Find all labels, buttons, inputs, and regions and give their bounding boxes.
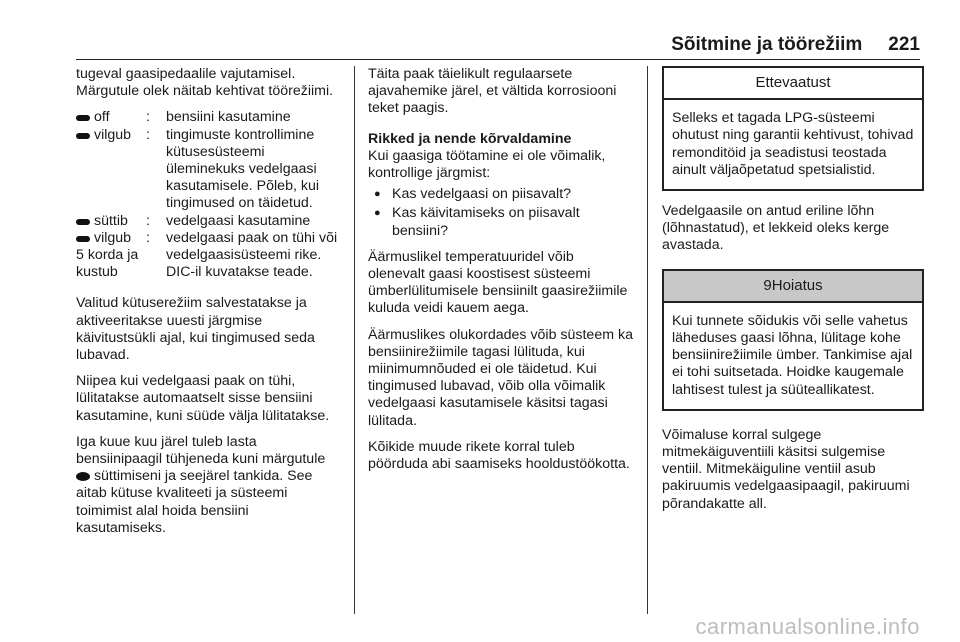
column-2 (368, 66, 634, 482)
indicator-key: off (76, 109, 146, 126)
warning-box (662, 269, 924, 411)
column-1 (76, 66, 342, 546)
indicator-table: off : bensiini kasutamine vilgub : tingimuste kontrollimine kütusesüsteemi üleminekuks vedelgaasi kasutamisele. Põleb, kui tingimused on täidetud. süttib : vedelgaasi kasutamine vilgub 5 korda ja kustub : vedelgaasi paak on tühi või vedelgaasisüsteemi rike. DIC-il kuvatakse teade. (76, 109, 342, 281)
paragraph: Iga kuue kuu järel tuleb lasta bensiinipaagil tühjeneda kuni märgutule süttimiseni ja seejärel tankida. See aitab kütuse kvaliteeti ja süsteemi toimimist alal hoida bensiini kasutamiseks. (76, 433, 326, 536)
warning-header (664, 271, 922, 303)
fuel-indicator-icon (76, 472, 90, 481)
column-3 (662, 66, 924, 522)
paragraph: Kui gaasiga töötamine ei ole võimalik, kontrollige järgmist: (368, 147, 606, 182)
paragraph: Äärmuslikel temperatuuridel võib olenevalt gaasi koostisest süsteemi ümberlülitumisele bensiinilt gaasirežiimile kuluda veidi kauem aega. (368, 248, 628, 317)
page-header (76, 26, 920, 60)
indicator-desc: vedelgaasi paak on tühi või vedelgaasisüsteemi rike. DIC-il kuvatakse teade. (166, 229, 338, 281)
section-heading: Rikked ja nende kõrvaldamine (368, 130, 572, 147)
indicator-lamp-icon (76, 236, 90, 242)
intro-paragraph: tugeval gaasipedaalile vajutamisel. Märgutule olek näitab kehtivat töörežiimi. (76, 66, 334, 100)
paragraph: Kõikide muude rikete korral tuleb pöörduda abi saamiseks hooldustöökotta. (368, 438, 630, 473)
indicator-lamp-icon (76, 115, 90, 121)
column-divider-2 (647, 66, 648, 614)
caution-body: Selleks et tagada LPG-süsteemi ohutust ning garantii kehtivust, tohivad remonditöid ja seadistusi teostada ainult väljaõpetatud spetsialistid. (672, 110, 914, 178)
indicator-key: süttib (76, 213, 146, 230)
paragraph: Valitud kütuserežiim salvestatakse ja aktiveeritakse uuesti järgmise käivitustsükli ajal, kui tingimused seda lubavad. (76, 295, 315, 364)
paragraph: Niipea kui vedelgaasi paak on tühi, lülitatakse automaatselt sisse bensiini kasutamine, kuni süüde välja lülitatakse. (76, 373, 330, 424)
warning-body: Kui tunnete sõidukis või selle vahetus läheduses gaasi lõhna, lülitage kohe bensiinirežiimile ümber. Tankimise ajal ei tohi suitsetada. Hoidke kaugemale lahtisest tulest ja süüteallikatest. (672, 312, 913, 398)
indicator-lamp-icon (76, 219, 90, 225)
caution-title: Ettevaatust (664, 68, 922, 100)
page-title: Sõitmine ja töörežiim (671, 34, 863, 55)
list-item: ● Kas vedelgaasi on piisavalt? (368, 186, 634, 203)
paragraph: Võimaluse korral sulgege mitmekäiguventiili käsitsi sulgemise ventiil. Mitmekäiguline ventiil asub pakiruumis vedelgaasipaagil, pakiruumi põrandakatte all. (662, 426, 910, 512)
indicator-lamp-icon (76, 133, 90, 139)
paragraph: Äärmuslikes olukordades võib süsteem ka bensiinirežiimile tagasi lülituda, kui miinimumnõuded ei ole täidetud. Kui tingimused lubavad, võib olla võimalik vedelgaasi kasutamisele käsitsi tagasi lülitada. (368, 326, 633, 429)
paragraph: Vedelgaasile on antud eriline lõhn (lõhnastatud), et lekkeid oleks kerge avastada. (662, 203, 890, 254)
warning-title: Hoiatus (771, 276, 823, 294)
page-number: 221 (888, 34, 920, 55)
indicator-key: vilgub (76, 127, 146, 213)
watermark: carmanualsonline.info (695, 614, 920, 639)
indicator-desc: vedelgaasi kasutamine (166, 212, 311, 229)
column-divider-1 (354, 66, 355, 614)
check-list (368, 186, 634, 240)
warning-triangle-icon: 9 (763, 276, 772, 294)
paragraph: Täita paak täielikult regulaarsete ajavahemike järel, et vältida korrosiooni teket paagis. (368, 66, 617, 117)
indicator-key: vilgub 5 korda ja kustub (76, 229, 139, 281)
indicator-desc: bensiini kasutamine (166, 109, 291, 126)
indicator-desc: tingimuste kontrollimine kütusesüsteemi üleminekuks vedelgaasi kasutamisele. Põleb, kui tingimused on täidetud. (166, 126, 319, 212)
caution-box (662, 66, 924, 191)
list-item: ● Kas käivitamiseks on piisavalt bensiini? (368, 205, 634, 239)
